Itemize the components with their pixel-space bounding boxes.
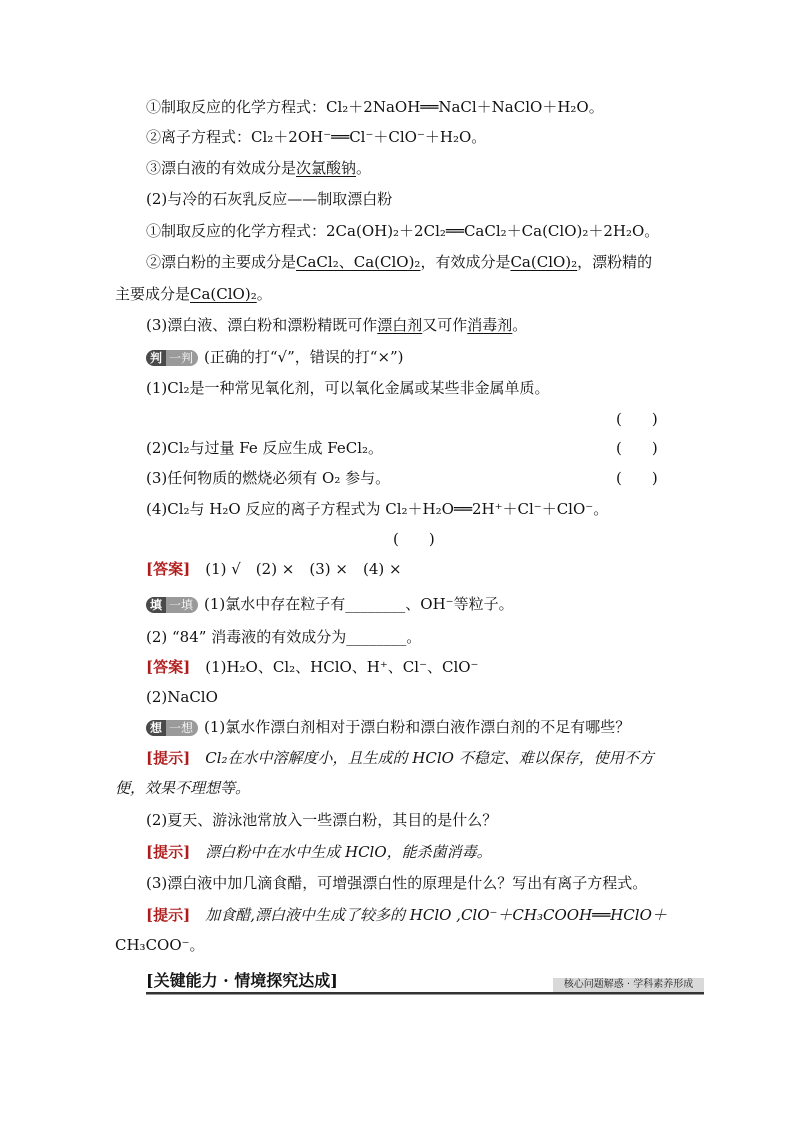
section-tag: 核心问题解惑 · 学科素养形成 [553, 978, 704, 992]
subheading-lime: (2)与冷的石灰乳反应——制取漂白粉 [146, 190, 393, 208]
answer-underlined: Ca(ClO)₂ [510, 253, 578, 271]
answer-tag: [答案] [146, 658, 191, 676]
equation-line-2: ②离子方程式：Cl₂＋2OH⁻══Cl⁻＋ClO⁻＋H₂O。 [146, 128, 487, 146]
think-hint-3-cont: CH₃COO⁻。 [115, 936, 205, 954]
think-hint-2: [提示] 漂白粉中在水中生成 HClO，能杀菌消毒。 [146, 843, 492, 861]
answer-parentheses: ( ) [616, 410, 658, 428]
hint-tag: [提示] [146, 749, 191, 767]
think-question-1: 想 一想 (1)氯水作漂白剂相对于漂白粉和漂白液作漂白剂的不足有哪些？ [146, 717, 630, 737]
judge-question-2: (2)Cl₂与过量 Fe 反应生成 FeCl₂。 [146, 439, 384, 457]
judge-instruction: (正确的打“√”，错误的打“×”) [204, 348, 404, 366]
section-title: [关键能力 · 情境探究达成] [146, 971, 338, 990]
think-question-2: (2)夏天、游泳池常放入一些漂白粉，其目的是什么？ [146, 811, 498, 829]
judge-question-4: (4)Cl₂与 H₂O 反应的离子方程式为 Cl₂＋H₂O══2H⁺＋Cl⁻＋ClO⁻。 [146, 500, 609, 518]
judge-question-3: (3)任何物质的燃烧必须有 O₂ 参与。 [146, 469, 391, 487]
bleach-powder-line-cont: 主要成分是Ca(ClO)₂。 [115, 285, 272, 303]
answer-parentheses: ( ) [616, 439, 658, 457]
judge-answer: [答案] (1) √ (2) × (3) × (4) × [146, 560, 402, 578]
answer-tag: [答案] [146, 560, 191, 578]
answer-underlined: CaCl₂、Ca(ClO)₂ [296, 253, 421, 271]
answer-underlined: 漂白剂 [377, 316, 423, 334]
equation-line-1: ①制取反应的化学方程式：Cl₂＋2NaOH══NaCl＋NaClO＋H₂O。 [146, 98, 604, 116]
answer-parentheses: ( ) [616, 469, 658, 487]
equation-line-3: ①制取反应的化学方程式：2Ca(OH)₂＋2Cl₂══CaCl₂＋Ca(ClO)₂＋2H₂O。 [146, 222, 660, 240]
hint-tag: [提示] [146, 906, 191, 924]
usage-line: (3)漂白液、漂白粉和漂粉精既可作漂白剂又可作消毒剂。 [146, 316, 528, 334]
hint-tag: [提示] [146, 843, 191, 861]
fill-question-2: (2) “84” 消毒液的有效成分为________。 [146, 628, 422, 646]
think-hint-1-cont: 便，效果不理想等。 [115, 779, 251, 797]
answer-underlined: 次氯酸钠 [296, 159, 357, 177]
judge-question-1: (1)Cl₂是一种常见氧化剂，可以氧化金属或某些非金属单质。 [146, 379, 550, 397]
judge-header [146, 347, 404, 367]
think-badge: 想 一想 [146, 720, 198, 736]
think-hint-3: [提示] 加食醋,漂白液中生成了较多的 HClO ,ClO⁻＋CH₃COOH══HClO＋ [146, 906, 667, 924]
section-divider-thin [146, 994, 704, 995]
think-question-3: (3)漂白液中加几滴食醋，可增强漂白性的原理是什么？写出有离子方程式。 [146, 874, 648, 892]
fill-badge: 填 一填 [146, 597, 198, 613]
fill-answer-1: [答案] (1)H₂O、Cl₂、HClO、H⁺、Cl⁻、ClO⁻ [146, 658, 479, 676]
think-hint-1: [提示] Cl₂在水中溶解度小，且生成的 HClO 不稳定、难以保存，使用不方 [146, 749, 654, 767]
answer-parentheses: ( ) [393, 530, 435, 548]
fill-question-1: 填 一填 (1)氯水中存在粒子有________、OH⁻等粒子。 [146, 594, 514, 614]
fill-answer-2: (2)NaClO [146, 688, 218, 706]
answer-underlined: 消毒剂 [467, 316, 513, 334]
effective-component-line: ③漂白液的有效成分是次氯酸钠。 [146, 159, 372, 177]
answer-underlined: Ca(ClO)₂ [190, 285, 257, 303]
judge-badge: 判 一判 [146, 350, 198, 366]
bleach-powder-line: ②漂白粉的主要成分是CaCl₂、Ca(ClO)₂，有效成分是Ca(ClO)₂，漂粉精的 [146, 253, 653, 271]
